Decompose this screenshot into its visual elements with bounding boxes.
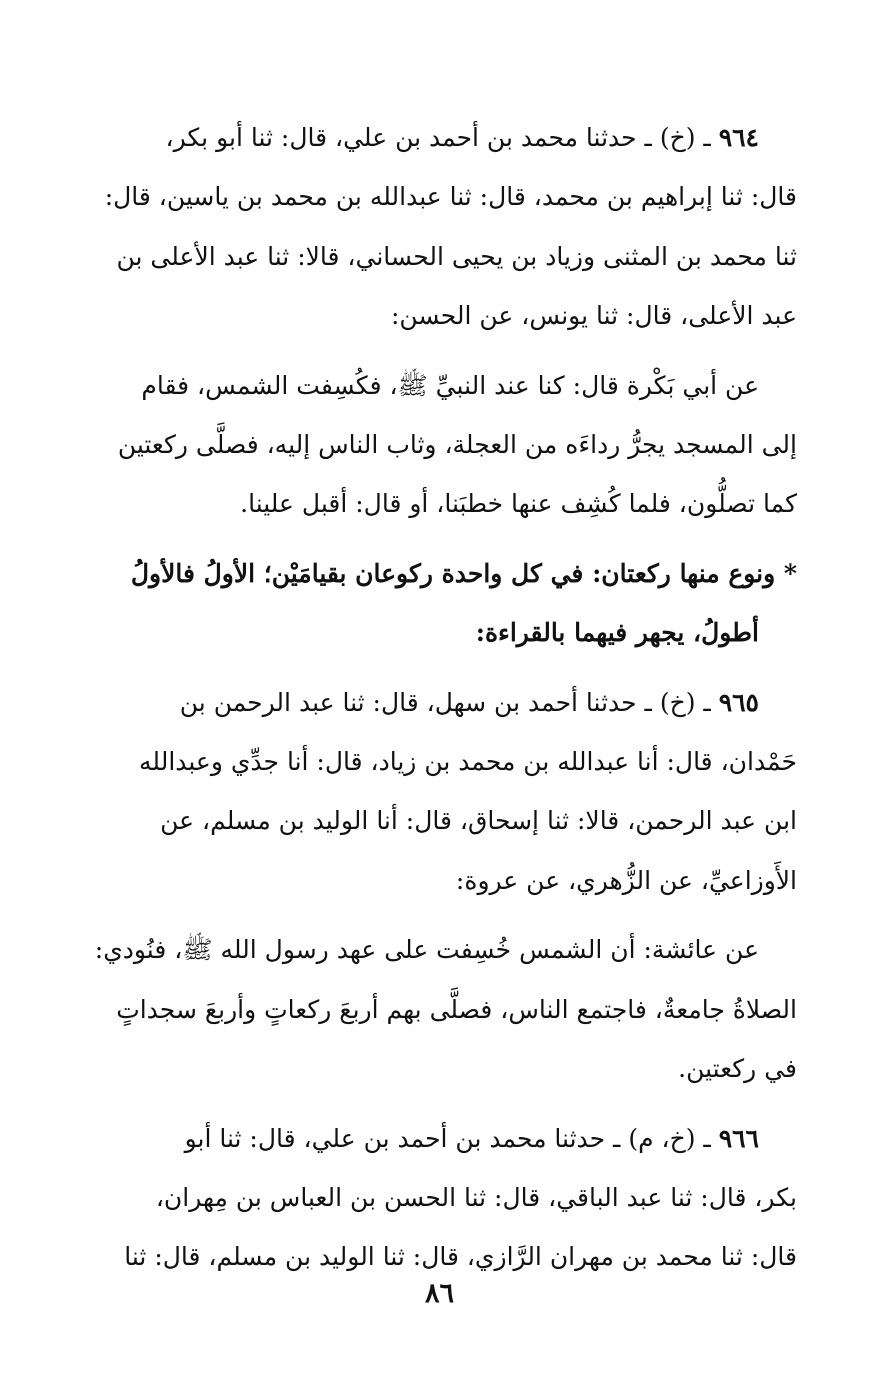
hadith-number: ٩٦٤ (718, 123, 759, 152)
section-heading (78, 544, 797, 663)
text-line: ٩٦٥ ـ (خ) ـ حدثنا أحمد بن سهل، قال: ثنا عبد الرحمن بن (179, 687, 759, 717)
hadith-964-isnad (78, 108, 797, 346)
text-line: ٩٦٤ ـ (خ) ـ حدثنا محمد بن أحمد بن علي، قال: ثنا أبو بكر، (165, 123, 759, 152)
text-line: الصلاةُ جامعةٌ، فاجتمع الناس، فصلَّى بهم أربعَ ركعاتٍ وأربعَ سجداتٍ (116, 994, 797, 1024)
text-line: ٩٦٦ ـ (خ، م) ـ حدثنا محمد بن أحمد بن علي، قال: ثنا أبو (184, 1123, 759, 1153)
text-line: بكر، قال: ثنا عبد الباقي، قال: ثنا الحسن بن العباس بن مِهران، (155, 1182, 797, 1212)
text-line: كما تصلُّون، فلما كُشِف عنها خطبَنا، أو قال: أقبل علينا. (240, 489, 797, 519)
text-line: * ونوع منها ركعتان: في كل واحدة ركوعان بقيامَيْن؛ الأولُ فالأولُ (130, 558, 797, 588)
text-line: عن عائشة: أن الشمس خُسِفت على عهد رسول الله ﷺ، فنُودي: (94, 935, 759, 965)
hadith-965-isnad (78, 673, 797, 911)
hadith-965-text (78, 920, 797, 1098)
text-line: في ركعتين. (678, 1054, 797, 1084)
text-line: قال: ثنا محمد بن مهران الرَّازي، قال: ثنا الوليد بن مسلم، قال: ثنا (124, 1242, 797, 1272)
text-line: إلى المسجد يجرُّ رداءَه من العجلة، وثاب الناس إليه، فصلَّى ركعتين (117, 430, 797, 460)
hadith-number: ٩٦٥ (718, 687, 759, 717)
text-line: ثنا محمد بن المثنى وزياد بن يحيى الحساني، قالا: ثنا عبد الأعلى بن (116, 241, 797, 271)
text-line: أطولُ، يجهر فيهما بالقراءة: (475, 618, 759, 648)
text-line: ابن عبد الرحمن، قالا: ثنا إسحاق، قال: أنا الوليد بن مسلم، عن (160, 806, 797, 836)
page-number: ٨٦ (424, 1278, 454, 1309)
text-line: حَمْدان، قال: أنا عبدالله بن محمد بن زياد، قال: أنا جدِّي وعبدالله (139, 747, 797, 777)
hadith-number: ٩٦٦ (718, 1123, 759, 1153)
text-line: عن أبي بَكْرة قال: كنا عند النبيِّ ﷺ، فكُسِفت الشمس، فقام (141, 370, 759, 400)
text-line: الأَوزاعيِّ، عن الزُّهري، عن عروة: (455, 865, 797, 895)
hadith-964-text (78, 356, 797, 534)
hadith-966-isnad (78, 1109, 797, 1287)
text-line: عبد الأعلى، قال: ثنا يونس، عن الحسن: (390, 301, 797, 331)
text-line: قال: ثنا إبراهيم بن محمد، قال: ثنا عبدالله بن محمد بن ياسين، قال: (104, 182, 797, 212)
